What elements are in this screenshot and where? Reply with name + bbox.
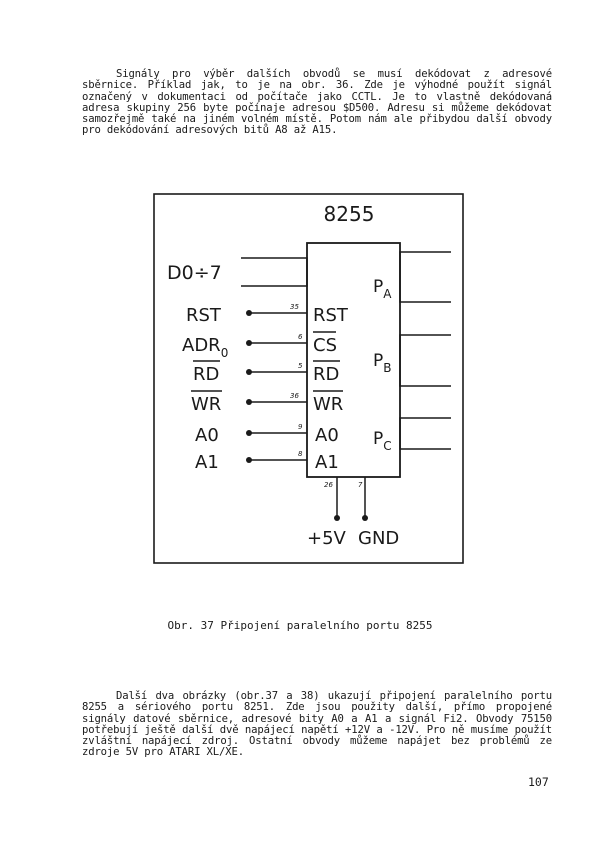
figure-caption: Obr. 37 Připojení paralelního portu 8255 — [167, 619, 433, 632]
chip-pin-rst: RST — [313, 305, 348, 326]
input-a1 — [195, 450, 339, 473]
port-b-bus — [400, 335, 451, 386]
intro-paragraph-text: Signály pro výběr dalších obvodů se musí dekódovat z adresové sběrnice. Příklad jak, to je na obr. 36. Zde je výhodné použít signál označený v dokumentaci od počítače jako CCTL. Je to vlastně dekódovaná adresa skupiny 256 byte počínaje adresou $D500. Adresu si můžeme dekódovat samozřejmě také na jiném volném místě. Potom nám ale přibydou další obvody pro dekódování adresových bitů A8 až A15. — [82, 68, 552, 137]
pin-number: 9 — [298, 423, 303, 431]
input-rst — [186, 303, 349, 326]
power-pin-vcc — [307, 477, 347, 549]
signal-label-a1: A1 — [195, 452, 219, 473]
chip-pin-cs: CS — [313, 335, 337, 356]
pin-number: 35 — [290, 303, 299, 311]
chip-title: 8255 — [323, 202, 375, 226]
signal-label-wr: WR — [191, 394, 222, 415]
pin-number: 6 — [298, 333, 303, 341]
data-bus-label: D0÷7 — [167, 262, 222, 284]
input-a0 — [195, 423, 339, 446]
port-b-label: $P_B$ — [373, 351, 392, 375]
signal-label-a0: A0 — [195, 425, 219, 446]
body-paragraph — [82, 691, 552, 759]
signal-label-adr0: $ADR_0$ — [182, 335, 229, 360]
pin-number: 5 — [298, 362, 303, 370]
pin-number: 26 — [324, 481, 333, 489]
signal-label-rd: RD — [193, 364, 220, 385]
port-c-bus — [400, 418, 451, 449]
chip-pin-a0: A0 — [315, 425, 339, 446]
chip-pin-rd: RD — [313, 364, 340, 385]
chip-pin-wr: WR — [313, 394, 344, 415]
port-a-label: $P_A$ — [373, 277, 392, 301]
data-bus-arrow — [241, 258, 307, 286]
pin-number: 7 — [358, 481, 363, 489]
power-pin-gnd — [358, 477, 399, 549]
page-number: 107 — [528, 775, 549, 789]
input-rd — [193, 361, 340, 385]
signal-label-rst: RST — [186, 305, 221, 326]
vcc-label: +5V — [307, 528, 346, 549]
port-c-label: $P_C$ — [373, 429, 392, 453]
gnd-label: GND — [358, 528, 400, 549]
pin-number: 36 — [290, 392, 299, 400]
input-wr — [191, 391, 343, 415]
chip-pin-a1: A1 — [315, 452, 339, 473]
port-a-bus — [400, 252, 451, 302]
pin-number: 8 — [298, 450, 303, 458]
input-adr0 — [182, 332, 337, 360]
body-paragraph-text: Další dva obrázky (obr.37 a 38) ukazují připojení paralelního portu 8255 a sériového portu 8251. Zde jsou použity další, přímo propojené signály datové sběrnice, adresové bity A0 a A1 a signál Fi2. Obvody 75150 potřebují ještě další dvě napájecí napětí +12V a -12V. Pro ně musíme použít zvláštní napájecí zdroj. Ostatní obvody můžeme napájet bez problémů ze zdroje 5V pro ATARI XL/XE. — [82, 690, 552, 759]
